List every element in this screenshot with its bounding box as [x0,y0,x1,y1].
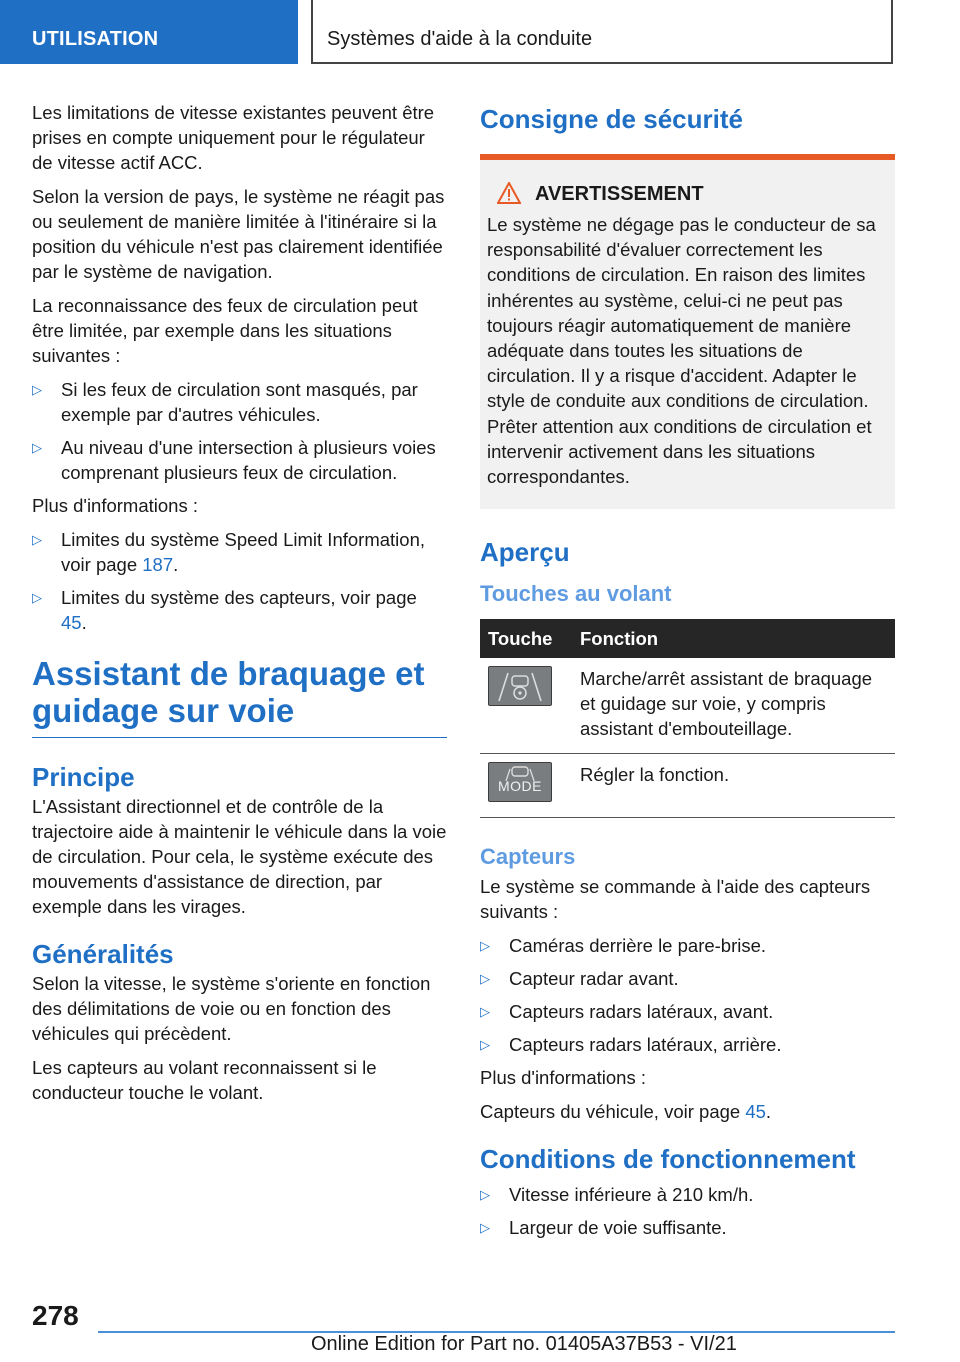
warning-box [480,154,895,509]
triangle-bullet-icon: ▷ [480,1220,490,1236]
left-column [32,100,447,1114]
key-cell [480,754,572,818]
paragraph: Le système se commande à l'aide des capteurs suivants : [480,876,871,923]
chapter-heading: Assistant de braquage et guidage sur voie [32,655,447,738]
table-row [480,754,895,818]
capteurs-heading: Capteurs [480,844,576,870]
function-cell: Régler la fonction. [572,754,895,818]
triangle-bullet-icon: ▷ [480,1037,490,1053]
column-header: Touche [480,619,572,658]
traffic-light-limits-list [32,377,447,485]
paragraph: L'Assistant directionnel et de contrôle de la trajectoire aide à maintenir le véhicule dans la voie de circulation. Pour cela, le système exécute des mouvements d'assistance de direction, par exemple dans les virages. [32,796,447,917]
table-row [480,658,895,754]
paragraph: Les capteurs au volant reconnaissent si le conducteur touche le volant. [32,1057,377,1103]
triangle-bullet-icon: ▷ [32,532,42,547]
triangle-bullet-icon: ▷ [32,382,42,397]
header-section-tab [0,0,298,64]
list-item: ▷ Limites du système Speed Limit Information, voir page 187. [32,529,425,575]
warning-header [487,182,885,206]
list-item: ▷ Si les feux de circulation sont masqués, par exemple par d'autres véhicules. [32,379,418,425]
list-item: ▷ Largeur de voie suffisante. [480,1217,727,1239]
section-heading-generalites: Généralités [32,939,174,969]
more-info-label: Plus d'informations : [480,1067,646,1089]
list-item: ▷ Capteurs radars latéraux, avant. [480,1001,774,1023]
header-chapter-tab [311,0,893,64]
triangle-bullet-icon: ▷ [480,1004,490,1020]
page-link[interactable]: 45 [61,612,82,633]
triangle-bullet-icon: ▷ [480,938,490,954]
triangle-bullet-icon: ▷ [32,590,42,605]
page-link[interactable]: 187 [142,554,174,575]
conditions-heading: Conditions de fonctionnement [480,1144,856,1175]
column-header: Fonction [572,619,895,658]
warning-triangle-icon [487,182,531,206]
touches-heading: Touches au volant [480,581,672,607]
list-item: ▷ Limites du système des capteurs, voir page 45. [32,587,417,633]
mode-button-icon [488,762,552,802]
footer-edition: Online Edition for Part no. 01405A37B53 - VI/21 [311,1333,737,1355]
list-item: ▷ Capteur radar avant. [480,968,679,990]
list-item: ▷ Vitesse inférieure à 210 km/h. [480,1184,754,1206]
more-info-list [32,527,447,635]
triangle-bullet-icon: ▷ [32,440,42,455]
function-cell: Marche/arrêt assistant de braquage et guidage sur voie, y compris assistant d'embouteillage. [572,658,895,754]
paragraph: Selon la version de pays, le système ne réagit pas ou seulement de manière limitée à l'itinéraire si la position du véhicule n'est pas clairement identifiée par le système de navigation. [32,186,445,282]
page-link[interactable]: 45 [745,1101,766,1123]
paragraph: La reconnaissance des feux de circulation peut être limitée, par exemple dans les situations suivantes : [32,295,418,366]
steering-keys-table [480,619,895,818]
key-cell [480,658,572,754]
triangle-bullet-icon: ▷ [480,971,490,987]
paragraph: Selon la vitesse, le système s'oriente en fonction des délimitations de voie ou en fonction des véhicules qui précèdent. [32,973,431,1044]
table-header-row [480,619,895,658]
mode-key-label: MODE [498,778,542,795]
header-chapter-label: Systèmes d'aide à la conduite [327,28,593,50]
conditions-list [480,1182,895,1240]
warning-text: Le système ne dégage pas le conducteur de sa responsabilité d'évaluer correctement les conditions de circulation. En raison des limites inhérentes au système, celui-ci ne peut pas toujours réagir automatiquement de manière adéquate dans toutes les situations de circulation. Il y a risque d'accident. Adapter le style de conduite aux conditions de circulation. Prêter attention aux conditions de circulation et intervenir activement dans les situations correspondantes. [487,214,876,488]
more-info-label: Plus d'informations : [32,495,198,516]
header-section-label: UTILISATION [32,28,159,50]
triangle-bullet-icon: ▷ [480,1187,490,1203]
section-heading-principe: Principe [32,762,135,792]
list-item: ▷ Caméras derrière le pare-brise. [480,935,767,957]
apercu-heading: Aperçu [480,537,570,568]
safety-heading: Consigne de sécurité [480,104,743,134]
page-number: 278 [32,1300,79,1331]
warning-label: AVERTISSEMENT [535,182,704,205]
paragraph: Capteurs du véhicule, voir page 45. [480,1101,772,1123]
right-column [480,104,895,1248]
paragraph: Les limitations de vitesse existantes peuvent être prises en compte uniquement pour le régulateur de vitesse actif ACC. [32,102,435,173]
lane-assist-button-icon [488,666,552,706]
list-item: ▷ Capteurs radars latéraux, arrière. [480,1034,782,1056]
list-item: ▷ Au niveau d'une intersection à plusieurs voies comprenant plusieurs feux de circulation. [32,437,436,483]
sensors-list [480,933,895,1057]
